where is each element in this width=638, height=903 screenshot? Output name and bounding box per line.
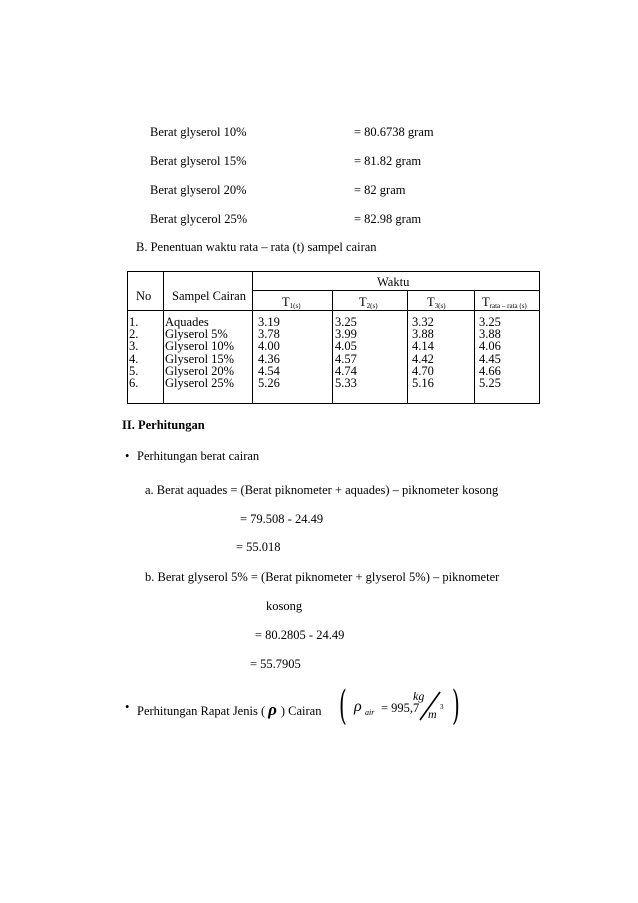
table-cell: Aquades [165,315,209,329]
table-cell: 4.14 [412,339,434,354]
table-cell: 5.26 [258,376,280,391]
bullet-berat-cairan: Perhitungan berat cairan [137,449,260,463]
table-cell: Glyserol 10% [165,339,235,354]
table-cell: 5.33 [335,376,357,391]
header-tavg: $T_{rata - rata (s)}$ [482,295,527,310]
weight-label-2: Berat glyserol 15% [150,154,247,168]
rho-symbol: ρ [268,700,277,719]
col-t3 [412,316,434,389]
table-cell: Glyserol 20% [165,363,235,378]
weight-value-3: = 82 gram [354,183,406,197]
weight-value-4: = 82.98 gram [354,212,422,226]
table-cell: 3.88 [412,327,434,342]
header-t1: $T_{1(s)}$ [282,295,301,310]
weight-value-1: = 80.6738 gram [354,125,434,139]
table-cell: 4.45 [479,351,501,366]
table-cell: 1. [129,315,139,329]
calc-b-line1: b. Berat glyserol 5% = (Berat piknometer + glyserol 5%) – piknometer [145,570,500,584]
table-cell: 3.25 [335,315,357,329]
header-no: No [136,289,152,303]
table-cell: 3.88 [479,327,501,342]
col-sample [165,316,234,389]
table-cell: 3. [129,339,139,354]
table-cell: Glyserol 15% [165,351,235,366]
header-t3: $T_{3(s)}$ [427,295,446,310]
table-cell: 4.54 [258,363,280,378]
header-waktu: Waktu [377,275,410,289]
table-cell: 2. [129,327,139,342]
table-cell: 3.32 [412,315,434,329]
calc-b-line4: = 55.7905 [250,657,301,671]
bullet-icon: • [125,700,130,714]
section-ii-heading: II. Perhitungan [122,418,205,432]
table-cell: Glyserol 5% [165,327,228,342]
calc-a-line1: a. Berat aquades = (Berat piknometer + aquades) – piknometer kosong [145,483,499,497]
table-cell: 4.66 [479,363,501,378]
table-cell: 3.78 [258,327,280,342]
table-cell: 4.42 [412,351,434,366]
table-cell: 5. [129,363,139,378]
table-cell: 4.05 [335,339,357,354]
table-cell: 4.57 [335,351,357,366]
table-cell: 3.99 [335,327,357,342]
weight-label-4: Berat glycerol 25% [150,212,248,226]
calc-b-line3: = 80.2805 - 24.49 [255,628,345,642]
calc-b-line2: kosong [266,599,303,613]
col-avg [479,316,501,389]
col-t2 [335,316,357,389]
header-t2: $T_{2(s)}$ [359,295,378,310]
table-cell: Glyserol 25% [165,376,235,391]
bullet-icon: • [125,449,130,463]
table-cell: 4.36 [258,351,280,366]
weight-value-2: = 81.82 gram [354,154,422,168]
table-cell: 6. [129,376,139,391]
table-cell: 4.70 [412,363,434,378]
table-cell: 3.25 [479,315,501,329]
time-table [127,271,539,404]
table-cell: 4.00 [258,339,280,354]
calc-a-line2: = 79.508 - 24.49 [240,512,324,526]
table-cell: 5.16 [412,376,434,391]
table-cell: 5.25 [479,376,501,391]
table-cell: 4.06 [479,339,501,354]
section-b-heading: B. Penentuan waktu rata – rata (t) sampel cairan [136,240,377,254]
header-sample: Sampel Cairan [172,289,246,303]
table-cell: 3.19 [258,315,280,329]
bullet-rapat-jenis: Perhitungan Rapat Jenis ( ρ ) Cairan [137,700,322,719]
weight-label-1: Berat glyserol 10% [150,125,247,139]
table-cell: 4.74 [335,363,357,378]
weight-label-3: Berat glyserol 20% [150,183,247,197]
col-no [129,316,138,389]
col-t1 [258,316,280,389]
table-cell: 4. [129,351,139,366]
calc-a-line3: = 55.018 [236,540,281,554]
